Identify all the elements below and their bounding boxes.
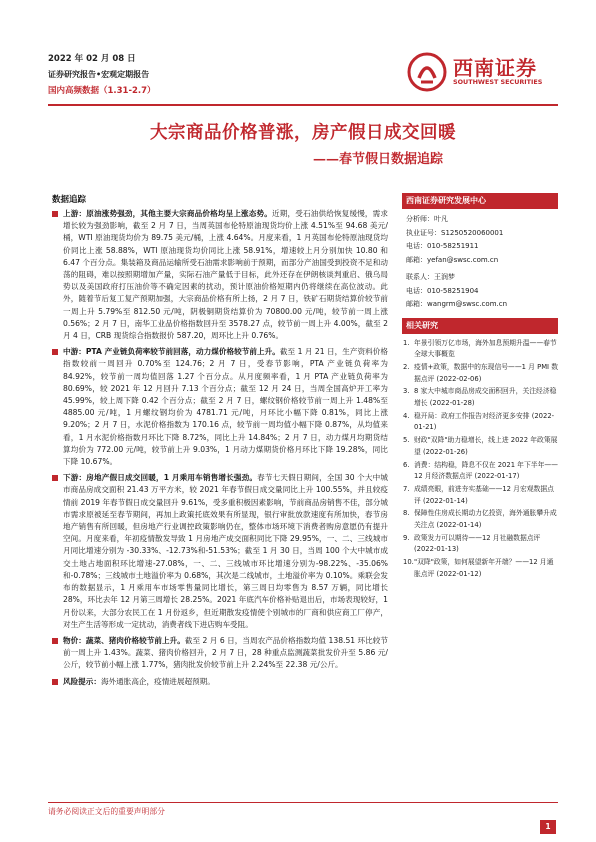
related-item-number: 3.: [403, 387, 410, 396]
related-item-text: 年景引领万亿市场，海外加息预期升温——春节全球大事概览: [414, 338, 557, 359]
footer-rule: [48, 802, 558, 803]
related-item-text: "双降"政策，如何展望新年开端？——12 月通胀点评 (2022-01-12): [414, 558, 554, 578]
related-item[interactable]: [402, 411, 558, 434]
paragraph-upstream: [52, 208, 388, 342]
related-item[interactable]: [402, 362, 558, 385]
bullet-icon: [52, 638, 58, 644]
report-subtitle: ——春节假日数据追踪: [312, 152, 443, 167]
logo-cn-text: 西南证券: [453, 56, 537, 80]
related-research-list: [402, 338, 558, 581]
related-item[interactable]: [402, 557, 558, 580]
related-item-number: 6.: [403, 460, 410, 469]
paragraph-body: 截至 1 月 21 日，生产资料价格指数较前一周回升 0.70%至 124.76；2 月 7 日，受春节影响，PTA 产业链负荷率为 84.92%，较节前一周均值回落 1.27 个百分点。从月度频率看，1 月 PTA 产业链负荷率为 80.69%，较 2021 年 12 月回升 7.13 个百分点；截至 12 月 24 日，当周全国高炉开工率为 45.99%，较上周下降 0.42 个百分点；截至 2 月 7 日，螺纹钢价格较节前一周上升 1.48%至 4885.00 元/吨，1 月螺纹钢均价为 4781.71 元/吨，月环比小幅下降 0.81%，同比上涨 9.20%；2 月 7 日，水泥价格指数为 170.16 点，较节前一周均值小幅下降 0.87%，从均值来看，1 月水泥价格指数月环比下降 8.72%，同比上升 14.84%；2 月 7 日，动力煤月均期货结算均价为 772.00 元/吨，较节前上升 9.03%，1 月动力煤期货价格月环比下降 19.28%，同比下降 10.67%。: [63, 347, 388, 467]
report-title: 大宗商品价格普涨，房产假日成交回暖: [150, 123, 456, 143]
paragraph-body: 春节七天假日期间，全国 30 个大中城市商品房成交面积 21.43 万平方米，较 2021 年春节假日成交量同比上升 100.55%，并且较疫情前 2019 年春节假日成交量回升 9.61%，受多重积极因素影响，节前商品房销售不佳，部分城市需求原被延至春节期间，再加上政策托底效果有所显现，银行审批放款速度有所加快，春节房地产销售有所回暖，但房地产行业调控政策影响仍在，整体市场环境下消费者购房意愿仍有提升空间。月度来看，年初疫情散发导致 1 月房地产成交面积同比下降 29.95%，一、二、三线城市月同比增速分别为 -30.33%、-12.73%和-51.53%；截至 1 月 30 日，当周 100 个大中城市成交土地占地面积环比增速-27.08%，一、二、三线城市环比增速分别为-98.22%、-35.06%和-0.78%；三线城市土地溢价率为 0.68%，其次是二线城市，土地溢价率为 0.10%。乘联会发布的数据显示，1 月乘用车市场零售量同比增长，第三周日均零售为 8.57 万辆，同比增长 28%，环比去年 12 月第三周增长 28.25%。2021 年底汽车价格补贴退出后，市场表现较好，1 月份以来，大部分农民工在 1 月份返乡，但近期散发疫情使个别城市的厂商和供应商工厂停产，对生产生活等形成一定扰动，消费者线下进店购车受阻。: [63, 473, 388, 629]
header-rule: [48, 104, 558, 106]
page-number: 1: [540, 820, 556, 834]
paragraph-body: 截至 2 月 6 日，当周农产品价格指数均值 138.51 环比较节前一周上升 1.43%。蔬菜、猪肉价格回升，2 月 7 日，28 种重点监测蔬菜批发价升至 5.86 元/公斤，较节前小幅上涨 1.77%，猪肉批发价较节前上升 2.24%至 22.38 元/公斤。: [63, 635, 389, 670]
paragraph-midstream: [52, 346, 388, 468]
related-item-text: 政策发力可以期待——12 月社融数据点评 (2022-01-13): [414, 533, 541, 554]
related-item-number: 4.: [403, 411, 410, 420]
related-item[interactable]: [402, 533, 558, 556]
report-date: 2022 年 02 月 08 日: [48, 54, 136, 64]
contact-name: 联系人：王润梦: [406, 273, 455, 281]
header-meta: [48, 51, 156, 99]
report-series: 证券研究报告•宏观定期报告: [48, 70, 150, 79]
related-item-number: 10.: [403, 558, 414, 567]
disclaimer-note: 请务必阅读正文后的重要声明部分: [48, 807, 165, 816]
report-tag: 国内高频数据（1.31-2.7）: [48, 86, 156, 96]
logo-mark-icon: [407, 52, 447, 92]
related-item-text: 8 家大中城市商品房成交面积回升，关注经济稳增长 (2022-01-28): [414, 387, 557, 408]
bullet-icon: [52, 679, 58, 685]
related-item-text: 保障性住房成长期动力亿投资，海外通胀攀升成关注点 (2022-01-14): [414, 509, 557, 530]
paragraph-lead: 下游：房地产假日成交回暖，1 月乘用车销售增长强劲。: [63, 473, 258, 483]
related-item-number: 7.: [403, 484, 410, 493]
paragraph-prices: [52, 635, 388, 672]
related-item-number: 1.: [403, 338, 410, 347]
paragraph-body: 海外通胀高企，疫情进展超预期。: [100, 676, 215, 686]
bullet-icon: [52, 349, 58, 355]
analyst-info: [402, 213, 558, 267]
related-item[interactable]: [402, 460, 558, 483]
related-research-heading: 相关研究: [402, 318, 558, 334]
contact-info: [402, 271, 558, 312]
paragraph-lead: 风险提示：: [63, 676, 101, 686]
contact-phone: 电话：010-58251904: [406, 286, 479, 295]
logo-en-text: SOUTHWEST SECURITIES: [453, 78, 543, 86]
section-heading: 数据追踪: [52, 195, 87, 205]
related-item-text: 财政"双降"助力稳增长，线上进 2022 年政策展望 (2022-01-26): [414, 436, 558, 456]
related-item-number: 2.: [403, 362, 410, 371]
related-item-text: 稳开局：政府工作报告对经济更多安排 (2022-01-21): [414, 411, 555, 432]
paragraph-lead: 上游：原油涨势强劲，其他主要大宗商品价格均呈上涨态势。: [63, 209, 273, 218]
research-center-heading: 西南证券研究发展中心: [402, 193, 558, 209]
main-content: [52, 208, 388, 692]
analyst-cert: 执业证号：S1250520060001: [406, 228, 504, 237]
related-item-number: 9.: [403, 533, 410, 542]
paragraph-body: 近期，受石油供给恢复缓慢，需求增长较为强劲影响，截至 2 月 7 日，当周英国布伦特原油现货均价上涨 4.51%至 94.68 美元/桶，WTI 原油现货均价为 89.75 美元/桶，上涨 4.64%。月度来看，1 月英国布伦特原油现货均价同比上涨 58.88%，WTI 原油现货均价同比上涨 58.91%，增速较上月分别加快 10.80 和 6.47 个百分点。集装箱及商品运输所受石油需求影响前于预期，而部分产油国受到投资不足和动荡的阻碍，难以按照期增加产量，实际石油产量低于目标，此外还存在伊朗核谈判重启、俄乌局势以及美国政府打压油价等不确定因素的扰动，预计原油价格短期内仍将继续在高位波动。此外，随着节后复工复产预期加强，大宗商品价格有所上扬，2 月 7 日，铁矿石期货结算价较节前一周上升 5.79%至 812.50 元/吨，阴极铜期货结算价为 70800.00 元/吨，较节前一周上涨 0.56%；2 月 7 日，南华工业品价格指数回升至 3578.27 点，较节前一周上升 4.00%，截至 2 月 4 日，CRB 现货综合指数报价 587.20，周环比上升 0.76%。: [63, 209, 389, 341]
related-item[interactable]: [402, 484, 558, 507]
paragraph-lead: 物价：蔬菜、猪肉价格较节前上升。: [63, 635, 185, 645]
paragraph-risk: [52, 676, 388, 688]
related-item-text: 消费：结构稳，降息不仅在 2021 年下半年——12 月经济数据点评 (2022-01-17): [414, 460, 558, 481]
related-item[interactable]: [402, 435, 558, 458]
related-item-number: 8.: [403, 509, 410, 518]
analyst-name: 分析师：叶凡: [406, 215, 448, 223]
bullet-icon: [52, 475, 58, 481]
paragraph-lead: 中游：PTA 产业链负荷率较节前回落，动力煤价格较节前上升。: [63, 347, 280, 357]
analyst-phone: 电话：010-58251911: [406, 242, 479, 250]
analyst-email[interactable]: 邮箱：yefan@swsc.com.cn: [406, 255, 499, 264]
contact-email[interactable]: 邮箱：wangrm@swsc.com.cn: [406, 300, 508, 308]
related-item-text: 成绩亮眼，前进夯实基础——12 月宏观数据点评 (2022-01-14): [414, 484, 554, 505]
company-logo: [407, 50, 557, 94]
related-item-number: 5.: [403, 436, 410, 445]
related-item-text: 疫情+政策，数据中的东现信号——1 月 PMI 数据点评 (2022-02-06): [414, 362, 559, 383]
related-item[interactable]: [402, 338, 558, 361]
sidebar: [402, 193, 558, 582]
related-item[interactable]: [402, 508, 558, 531]
related-item[interactable]: [402, 386, 558, 409]
paragraph-downstream: [52, 472, 388, 631]
bullet-icon: [52, 211, 58, 217]
